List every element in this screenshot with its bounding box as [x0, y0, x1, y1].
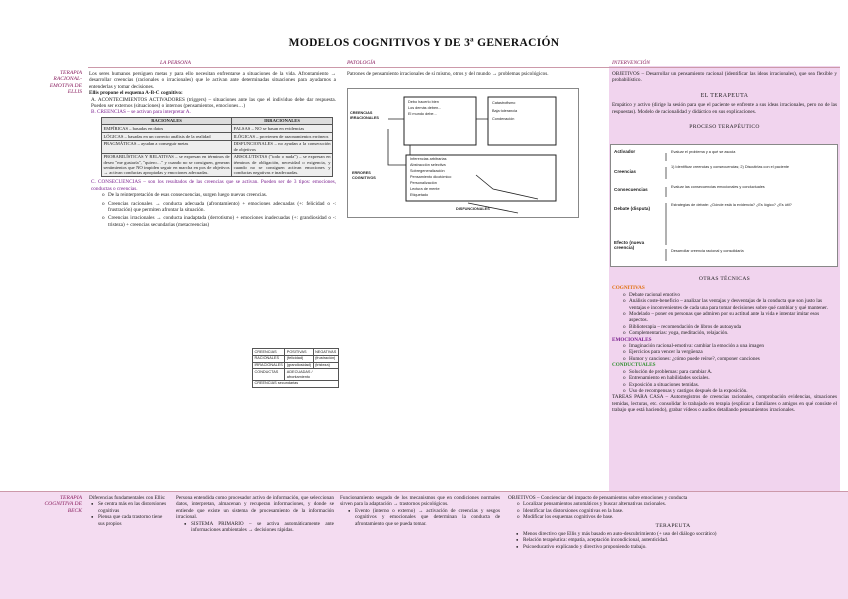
tareas-text: TAREAS PARA CASA – Autorregistros de creencias racionales, comprobación evidencias, situaciones temidas, lecturas, etc. consolidar lo trabajado en terapia (explicar a familiares o amigos en qué consiste el trabajo que está haciendo), grabar vídeos o audios detallando pensamientos irracionales.: [612, 394, 837, 414]
consecuencias-mini-table: [252, 348, 339, 388]
beck-col2-text: Persona entendida como procesador activo de información, que seleccionan datos, interpretan, almacenan y recuperan informaciones, y donde se entiende que existe un sistema de procesamiento de la información irracional.: [176, 495, 334, 521]
mini-cell: CREENCIAS: [253, 349, 285, 356]
beck-col1-item: ● Piensa que cada trastorno tiene sus propios: [89, 514, 167, 527]
persona-esquema: Ellis propone el esquema A-B-C cognitivo:: [89, 90, 183, 97]
mini-cell: POSITIVAS: [285, 349, 313, 356]
cognitivas-heading: COGNITIVAS: [612, 285, 645, 292]
persona-c: C. CONSECUENCIAS – son los resultados de las creencias que se activan. Pueden ser de 3 tipos: emociones, conductas o creencias.: [91, 179, 336, 192]
mini-cell: (tristeza): [313, 362, 338, 369]
persona-column: [89, 71, 336, 228]
fig-label: Los demás deben...: [408, 106, 442, 110]
table-cell: PRAGMÁTICAS – ayudan a conseguir metas: [102, 140, 232, 153]
intervencion-objetivos: OBJETIVOS – Desarrollar un pensamiento racional (identificar las ideas irracionales), que sea flexible y probabilístico.: [612, 71, 837, 84]
beck-obj-item: o Modificar los esquemas cognitivos de base.: [514, 514, 838, 520]
beck-ter-item: ● Psicoeducativo explicando y directivo proponiendo trabajo.: [514, 544, 838, 550]
table-head-irracionales: IRRACIONALES: [232, 117, 333, 125]
mini-cell: ADECUADAS / afrontamiento: [285, 369, 338, 380]
proceso-key: Activador: [614, 149, 636, 154]
beck-col3-item: ● Evento (interno o externo) → activación de creencias y sesgos cognitivos y emocionales que determinan la conducta de afrontamiento que se pueda tomar.: [346, 508, 500, 527]
beck-col1: [89, 495, 167, 527]
beck-col2-item: ● SISTEMA PRIMARIO – se activa automáticamente ante informaciones ambientales → decisiones rápidas.: [182, 521, 334, 534]
proceso-value: Evaluar el problema y a qué se asocia: [671, 150, 736, 154]
table-cell: FALSAS – NO se basan en evidencias: [232, 125, 333, 133]
otras-heading: OTRAS TÉCNICAS: [698, 276, 751, 282]
cognitivas-item: o Modelado – poner en personas que admiren por su actitud ante la vida e intentar imitar esos aspectos.: [620, 311, 837, 324]
fig-label: Catastrofismo: [492, 101, 516, 105]
beck-col4: [508, 495, 838, 550]
persona-intro: Los seres humanos persiguen metas y para ello necesitan enfrentarse a situaciones de la vida. Afrontamiento → desarrollar creencias (racionales o irracionales) que le activan ante determinadas situaciones para ayudarnos a entenderlas y tomar decisiones.: [89, 71, 336, 90]
mini-cell: CONDUCTAS: [253, 369, 285, 380]
mini-cell: (felicidad): [285, 355, 313, 362]
header-patologia: PATOLOGÍA: [347, 60, 376, 66]
beck-objetivos: OBJETIVOS – Concienciar del impacto de pensamientos sobre emociones y conducta: [508, 495, 688, 501]
beck-col1-item: ● Se centra más en las distorsiones cognitivas: [89, 501, 167, 514]
emocionales-heading: EMOCIONALES: [612, 336, 652, 343]
proceso-value: Evaluar las consecuencias emocionales y conductuales: [671, 185, 765, 189]
persona-c-item: o Creencias irracionales → conducta inadaptada (derrotismo) + emociones inadecuadas (+: grandiosidad o -: tristeza) + creencias secundarias (metacreencias): [99, 215, 336, 228]
intervencion-column: [612, 71, 837, 130]
page-title: MODELOS COGNITIVOS Y DE 3ª GENERACIÓN: [288, 37, 560, 49]
header-persona: LA PERSONA: [160, 60, 191, 66]
beck-obj-item: o Localizar pensamientos automáticos y buscar alternativas racionales.: [514, 501, 838, 507]
conductuales-heading: CONDUCTUALES: [612, 362, 656, 369]
emocionales-item: o Ejercicios para vencer la vergüenza: [620, 349, 837, 355]
beck-col1-intro: Diferencias fundamentales con Ellis:: [89, 495, 166, 501]
table-cell: EMPÍRICAS – basadas en datos: [102, 125, 232, 133]
patologia-diagram-svg: [348, 89, 580, 219]
proceso-value: 1) Identificar creencias y consecuencias; 2) Discutirlas con el paciente: [671, 165, 789, 169]
conductuales-item: o Uso de recompensas y castigos después de la exposición.: [620, 388, 837, 394]
fig-list-item: Abstracción selectiva: [410, 163, 446, 167]
fig-label: Condenación: [492, 117, 515, 121]
fig-list-item: Sobregeneralización: [410, 169, 445, 173]
header-intervencion: INTERVENCIÓN: [612, 60, 650, 66]
mini-cell: IRRACIONALES: [254, 363, 283, 368]
proceso-value: Desarrollar creencia racional y consolidarla: [671, 249, 744, 253]
fig-label: DISFUNCIONALES: [456, 207, 490, 211]
conductuales-item: o Exposición a situaciones temidas.: [620, 382, 837, 388]
persona-b: B. CREENCIAS – se activan para interpretar A.: [91, 109, 191, 116]
persona-a: A. ACONTECIMIENTOS ACTIVADORES (triggers) – situaciones ante las que el individuo debe dar respuesta. Pueden ser externos (situaciones) o internos (pensamientos, emociones…): [91, 96, 336, 110]
mini-cell: RACIONALES: [253, 355, 285, 362]
proceso-key: Debate (disputa): [614, 206, 650, 211]
label-trec: TERAPIA RACIONAL-EMOTIVA DE ELLIS: [49, 70, 82, 96]
creencias-table: [101, 117, 333, 178]
fig-label: ERRORES COGNITIVOS: [352, 171, 376, 180]
emocionales-item: o Imaginación racional-emotiva: cambiar la emoción a una imagen: [620, 343, 837, 349]
beck-ter-item: ● Menos directivo que Ellis y más basado en auto-descubrimiento (+ uso del diálogo socrático): [514, 531, 838, 537]
cognitivas-item: o Análisis coste-beneficio – analizar las ventajas y desventajas de la conducta que son justo las ventajas e inconvenientes de cada una para tomar decisiones sobre qué cambiar y qué mantener.: [620, 298, 837, 311]
fig-list-item: Lectura de mente: [410, 187, 440, 191]
beck-obj-item: o Identificar las distorsiones cognitivas en la base.: [514, 508, 838, 514]
proceso-heading: PROCESO TERAPÉUTICO: [689, 124, 760, 131]
conductuales-item: o Entrenamiento en habilidades sociales.: [620, 375, 837, 381]
fig-list-item: Personalización: [410, 181, 437, 185]
fig-label: Baja tolerancia: [492, 109, 518, 113]
conductuales-item: o Solución de problemas: para cambiar A.: [620, 369, 837, 375]
proceso-key: Efecto (nueva creencia): [614, 240, 645, 250]
beck-col3: [340, 495, 500, 527]
mini-cell: NEGATIVAS: [315, 349, 337, 354]
fig-label: CREENCIAS IRRACIONALES: [350, 111, 379, 120]
table-cell: ABSOLUTISTAS ("todo o nada") – se expresan en términos de obligación, necesidad o exigencia, y cuando no se consiguen activan emociones y conductas negativas e inadecuadas.: [233, 154, 331, 176]
beck-ter-item: ● Relación terapéutica: empatía, aceptación incondicional, autenticidad.: [514, 537, 838, 543]
mini-cell: (grandiosidad): [286, 363, 312, 368]
table-cell: ILÓGICAS – provienen de razonamientos erróneos: [232, 133, 333, 141]
proceso-key: Consecuencias: [614, 187, 648, 192]
table-cell: PROBABILÍSTICAS Y RELATIVAS – se expresan en términos de deseo "me gustaría", "quiero…" y cuando no se consiguen, generan sentimientos que NO impiden seguir en marcha en pos de objetivos → activan conductas apropiadas y emociones adecuadas.: [103, 154, 230, 176]
fig-label: El mundo debe...: [408, 112, 437, 116]
fig-list-item: Inferencias arbitrarias: [410, 157, 447, 161]
beck-col3-text: Funcionamiento sesgado de los mecanismos que en condiciones normales sirven para la adaptación → trastornos psicológicos.: [340, 495, 500, 508]
table-cell: DISFUNCIONALES – no ayudan a la consecución de objetivos: [233, 141, 331, 152]
table-cell: LÓGICAS – basadas en un correcto análisis de la realidad: [102, 133, 232, 141]
fig-label: Debo hacerlo bien: [408, 100, 439, 104]
fig-list-item: Pensamiento dicotómico: [410, 175, 452, 179]
cognitivas-item: o Debate racional emotivo: [620, 292, 837, 298]
persona-c-item: o De la reinterpretación de esas consecuencias, surgen luego nuevas creencias.: [99, 192, 336, 198]
proceso-key: Creencias: [614, 169, 636, 174]
header-rule: [88, 67, 840, 68]
section-divider: [0, 491, 848, 492]
proceso-brackets: [611, 145, 839, 268]
terapeuta-text: Empático y activo (dirige la sesión para que el paciente se enfrente a sus ideas irracionales, pero no de las respuestas). Modelo de racionalidad y didáctico en sus explicaciones.: [612, 102, 837, 115]
proceso-value: Estrategias de debate: ¿Dónde está la evidencia? ¿Es lógico? ¿Es útil?: [671, 203, 792, 207]
proceso-figure: [610, 144, 838, 267]
persona-c-item: o Creencias racionales → conducta adecuada (afrontamiento) + emociones adecuadas (+: felicidad o -: frustración) que permiten afrontar la situación.: [99, 201, 336, 214]
otras-tecnicas: [612, 276, 837, 414]
mini-cell: (frustración): [313, 355, 338, 362]
fig-list-item: Etiquetado: [410, 193, 429, 197]
beck-col2: [176, 495, 334, 533]
cognitivas-item: o Complementarias: yoga, meditación, relajación.: [620, 330, 837, 336]
patologia-text: Patrones de pensamiento irracionales de sí mismo, otros y del mundo → problemas psicológicos.: [347, 71, 549, 77]
cognitivas-item: o Biblioterapia – recomendación de libros de autoayuda: [620, 324, 837, 330]
mini-cell: CREENCIAS secundarias: [253, 380, 339, 387]
patologia-diagram: [347, 88, 579, 218]
terapeuta-heading: EL TERAPEUTA: [700, 92, 749, 99]
table-head-racionales: RACIONALES: [102, 117, 232, 125]
label-beck: TERAPIA COGNITIVA DE BECK: [44, 495, 82, 514]
emocionales-item: o Humor y canciones: ¿cómo puede reírse?, componer canciones: [620, 356, 837, 362]
beck-terapeuta-heading: TERAPEUTA: [655, 522, 691, 529]
